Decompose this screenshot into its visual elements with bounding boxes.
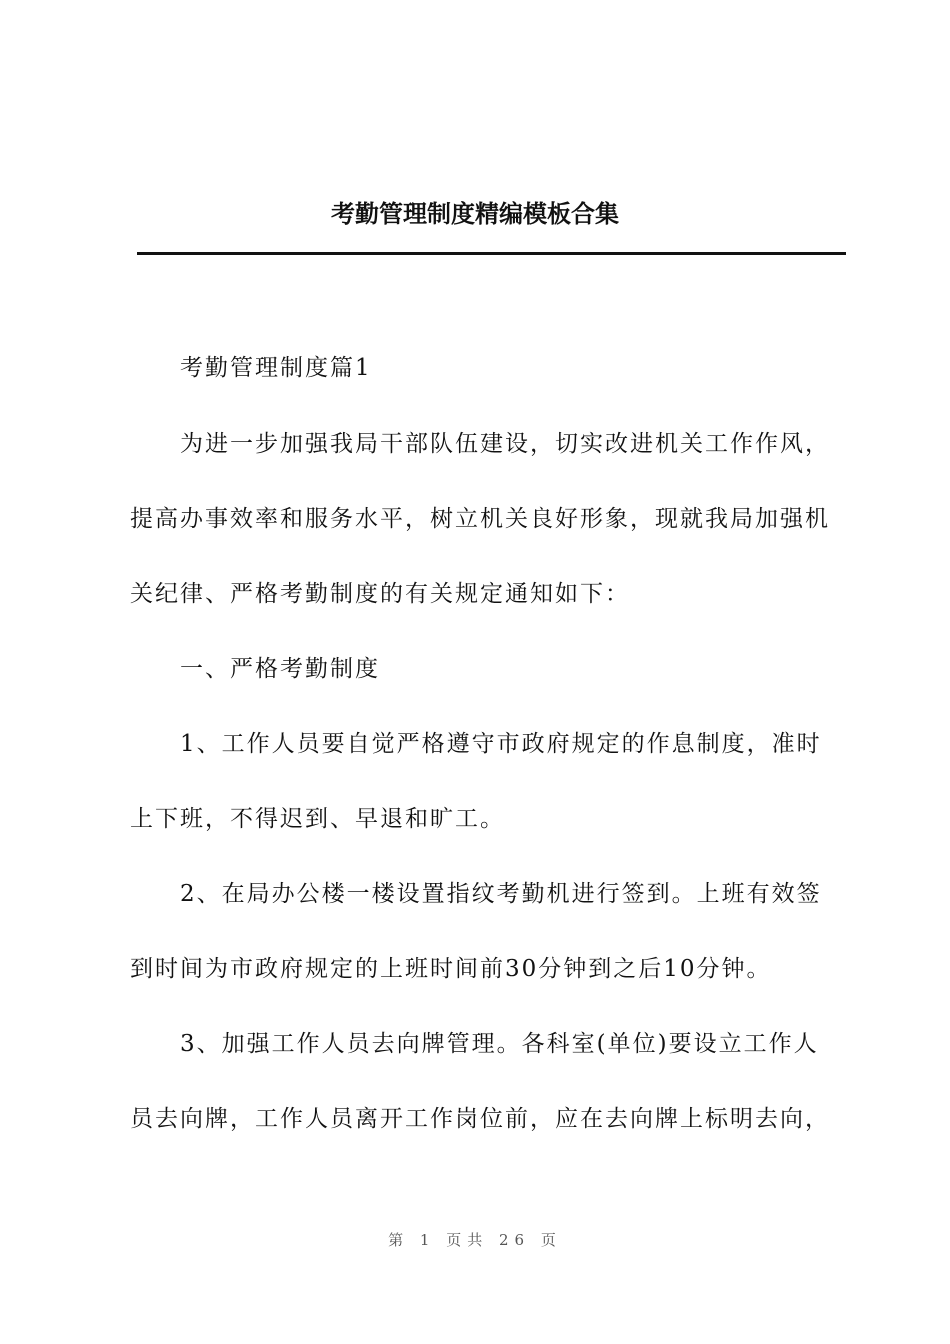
body-line: 提高办事效率和服务水平，树立机关良好形象，现就我局加强机 bbox=[130, 506, 830, 532]
document-title: 考勤管理制度精编模板合集 bbox=[331, 200, 619, 228]
body-line: 2、在局办公楼一楼设置指纹考勤机进行签到。上班有效签 bbox=[180, 881, 822, 907]
body-line: 1、工作人员要自觉严格遵守市政府规定的作息制度，准时 bbox=[180, 731, 822, 757]
body-line: 到时间为市政府规定的上班时间前30分钟到之后10分钟。 bbox=[130, 956, 772, 982]
body-line: 为进一步加强我局干部队伍建设，切实改进机关工作作风， bbox=[180, 431, 830, 457]
page-number-footer: 第 1 页共 26 页 bbox=[388, 1231, 562, 1249]
body-line: 员去向牌，工作人员离开工作岗位前，应在去向牌上标明去向， bbox=[130, 1106, 830, 1132]
body-line: 关纪律、严格考勤制度的有关规定通知如下： bbox=[130, 581, 630, 607]
title-divider bbox=[137, 252, 846, 255]
section-heading: 考勤管理制度篇1 bbox=[180, 355, 372, 381]
subsection-heading: 一、严格考勤制度 bbox=[180, 656, 380, 682]
body-line: 上下班，不得迟到、早退和旷工。 bbox=[130, 806, 505, 832]
body-line: 3、加强工作人员去向牌管理。各科室(单位)要设立工作人 bbox=[180, 1031, 819, 1057]
